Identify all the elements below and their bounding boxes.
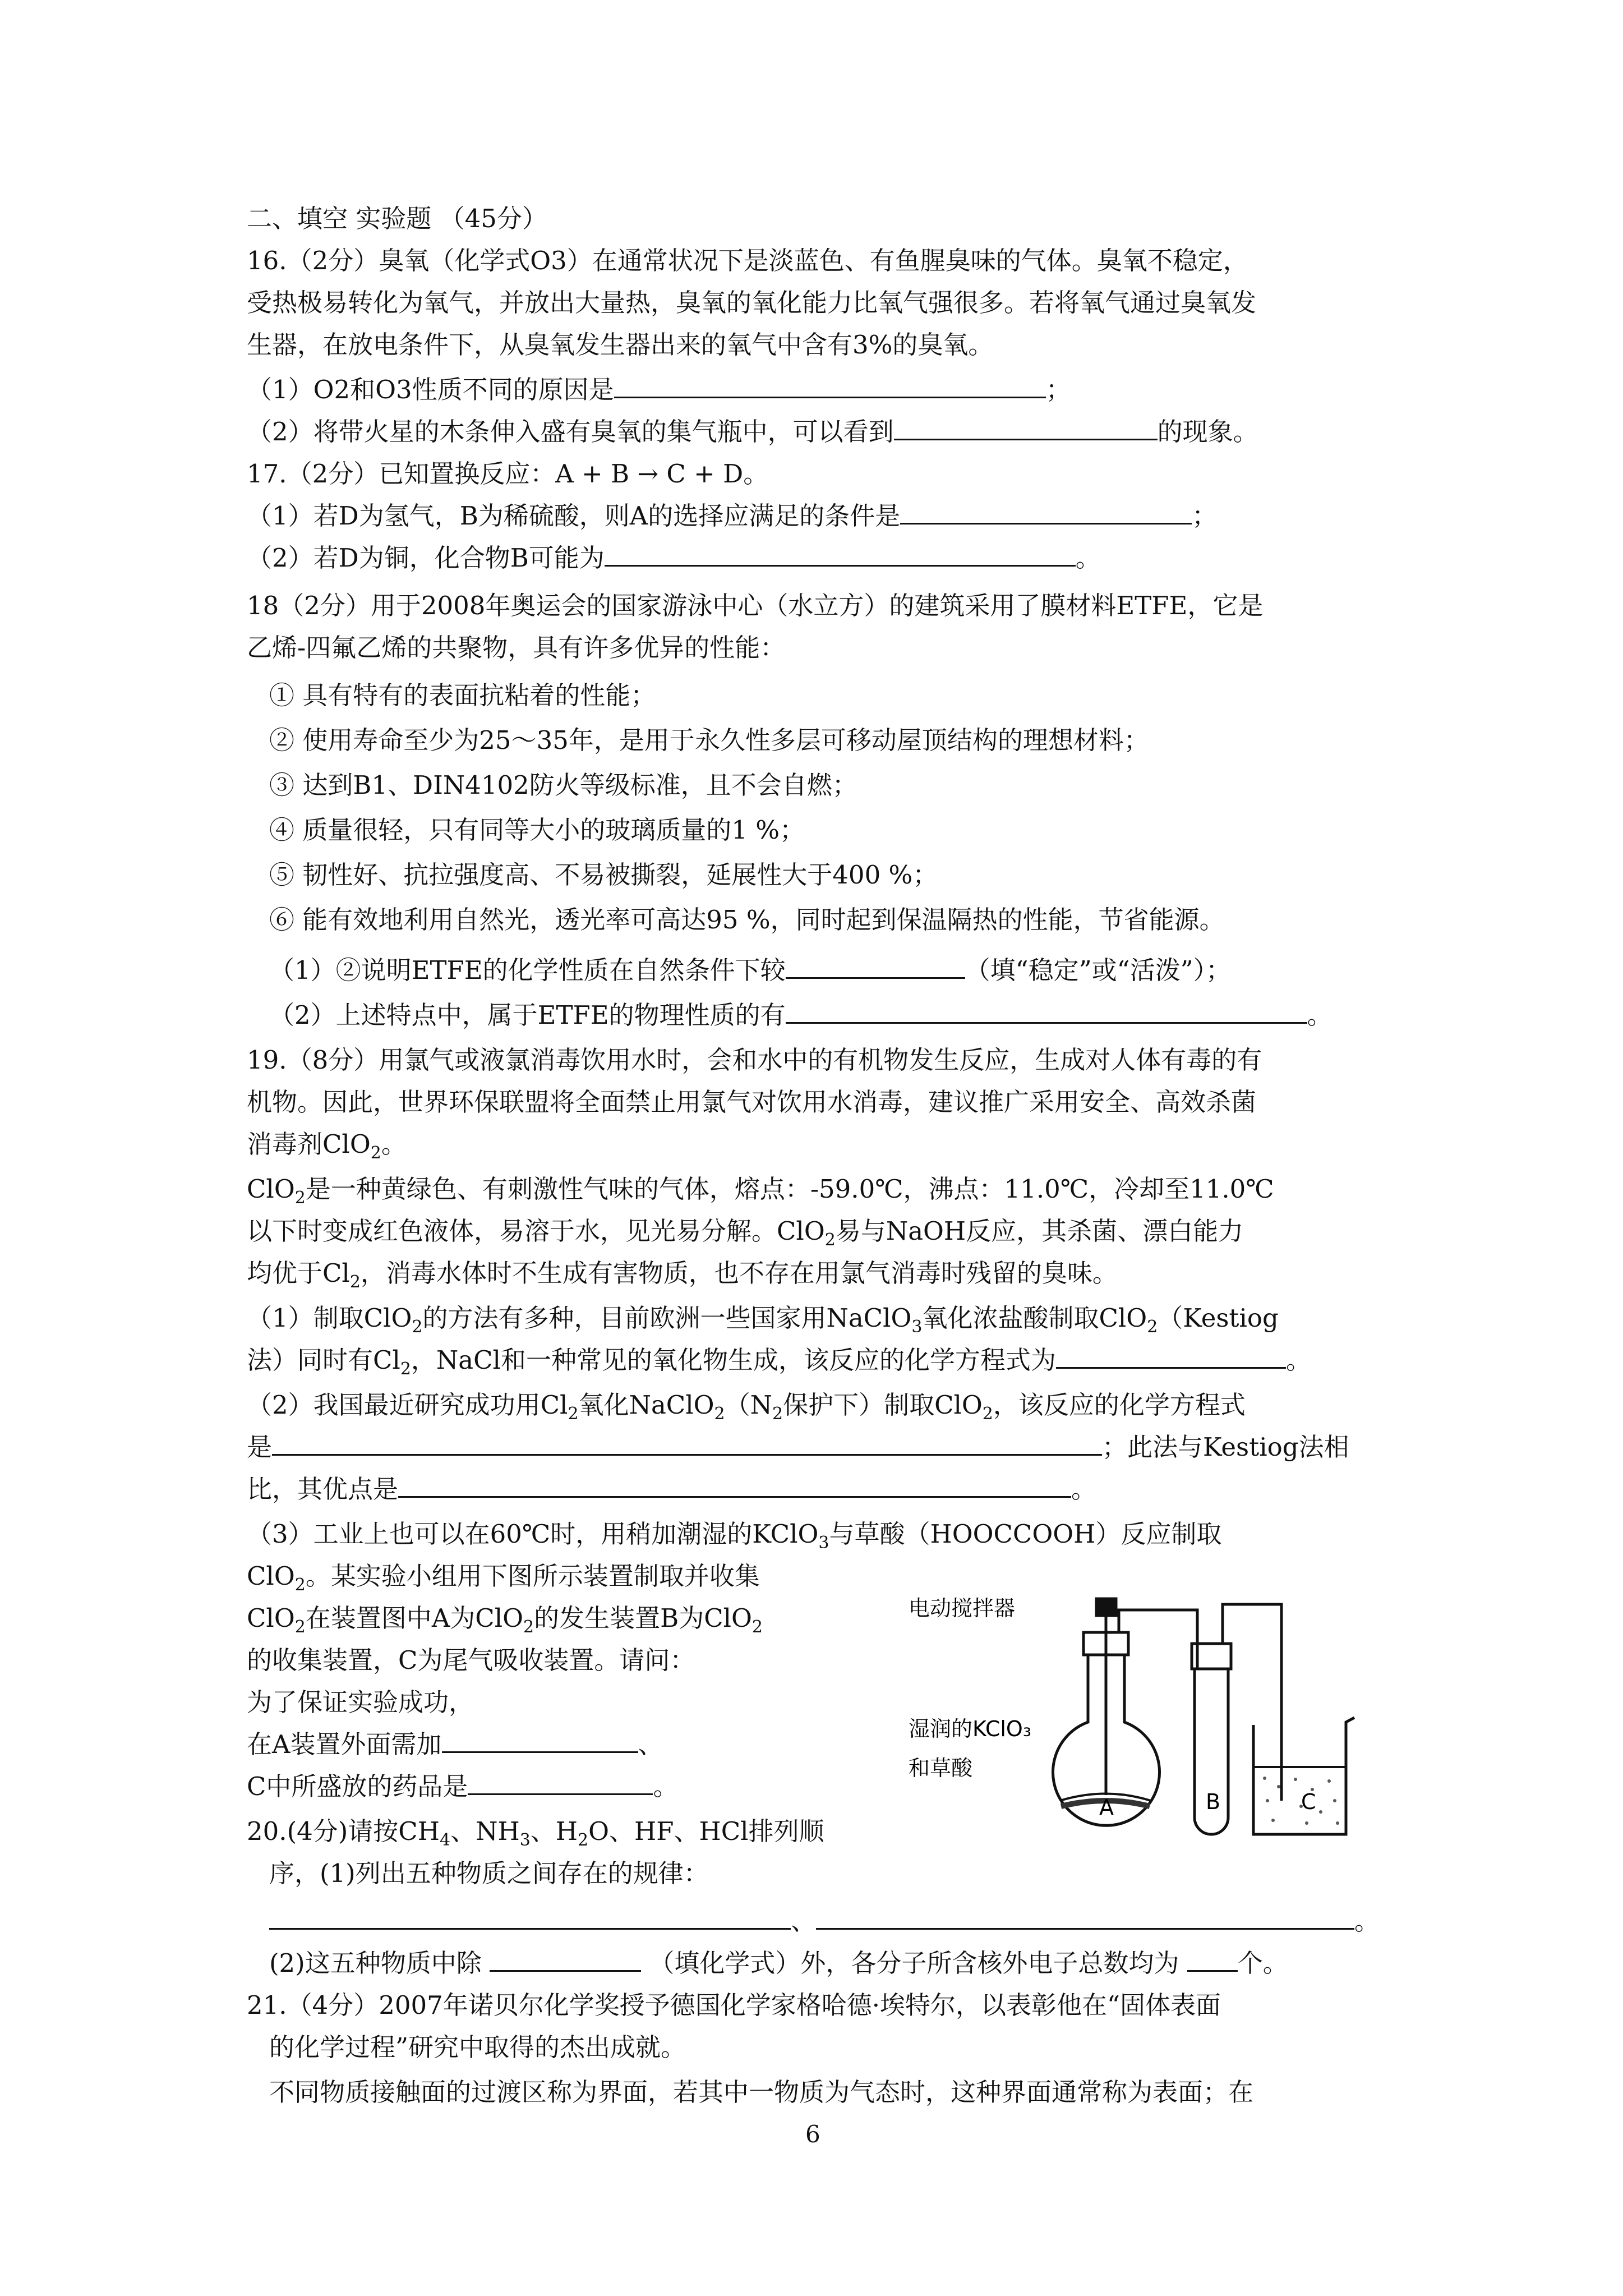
q19-s1-line2: 法）同时有$Cl_2$，NaCl和一种常见的氧化物生成，该反应的化学方程式为 。 bbox=[247, 1343, 1311, 1377]
answer-blank[interactable] bbox=[490, 1947, 641, 1972]
q18-sub2: （2）上述特点中，属于ETFE的物理性质的有 。 bbox=[269, 999, 1332, 1032]
label-stirrer: 电动搅拌器 bbox=[909, 1596, 1016, 1621]
answer-blank[interactable] bbox=[894, 415, 1158, 440]
answer-blank[interactable] bbox=[269, 1904, 791, 1930]
label-reagent: 和草酸 bbox=[909, 1756, 973, 1780]
apparatus-diagram bbox=[909, 1571, 1413, 1840]
answer-blank[interactable] bbox=[786, 999, 1307, 1024]
answer-blank[interactable] bbox=[1056, 1343, 1286, 1369]
q18-item: ① 具有特有的表面抗粘着的性能； bbox=[269, 680, 656, 710]
q20-line3: 、 。 bbox=[269, 1904, 1380, 1938]
section-title: 二、填空 实验题 （45分） bbox=[247, 204, 547, 233]
q16-line1: 16.（2分）臭氧（化学式O3）在通常状况下是淡蓝色、有鱼腥臭味的气体。臭氧不稳定， bbox=[247, 246, 1248, 275]
q16-line3: 生器，在放电条件下，从臭氧发生器出来的氧气中含有3%的臭氧。 bbox=[247, 330, 994, 360]
q16-line2: 受热极易转化为氧气，并放出大量热，臭氧的氧化能力比氧气强很多。若将氧气通过臭氧发 bbox=[247, 288, 1257, 318]
q19-s1-line1: （1）制取ClO$_2$的方法有多种，目前欧洲一些国家用NaClO$_3$氧化浓盐酸制取ClO$_2$（Kestiog bbox=[247, 1303, 1279, 1337]
q19-p2-line3: 均优于$Cl_2$，消毒水体时不生成有害物质，也不存在用氯气消毒时残留的臭味。 bbox=[247, 1258, 1118, 1292]
q19-s3-line1: （3）工业上也可以在60℃时，用稍加潮湿的KClO$_3$与草酸（HOOCCOOH）反应制取 bbox=[247, 1519, 1222, 1553]
label-a: A bbox=[1099, 1795, 1114, 1820]
answer-blank[interactable] bbox=[442, 1728, 638, 1753]
q19-s3-line7: C中所盛放的药品是 。 bbox=[247, 1770, 678, 1803]
label-b: B bbox=[1206, 1789, 1221, 1814]
q19-s3-line2: ClO$_2$。某实验小组用下图所示装置制取并收集 bbox=[247, 1561, 760, 1595]
q17-line1: 17.（2分）已知置换反应：A + B → C + D。 bbox=[247, 459, 769, 489]
q19-line1: 19.（8分）用氯气或液氯消毒饮用水时，会和水中的有机物发生反应，生成对人体有毒的有 bbox=[247, 1045, 1262, 1075]
label-c: C bbox=[1301, 1789, 1316, 1814]
q21-line1: 21.（4分）2007年诺贝尔化学奖授予德国化学家格哈德·埃特尔，以表彰他在“固体表面 bbox=[247, 1990, 1221, 2020]
q17-sub2: （2）若D为铜，化合物B可能为 。 bbox=[247, 541, 1101, 575]
q18-item: ⑥ 能有效地利用自然光，透光率可高达95 %，同时起到保温隔热的性能，节省能源。 bbox=[269, 905, 1225, 935]
q19-s3-line6: 在A装置外面需加 、 bbox=[247, 1728, 663, 1761]
q18-item: ④ 质量很轻，只有同等大小的玻璃质量的1 %； bbox=[269, 815, 805, 845]
q20-line4: (2)这五种物质中除 （填化学式）外，各分子所含核外电子总数均为 个。 bbox=[269, 1947, 1288, 1980]
q16-sub2: （2）将带火星的木条伸入盛有臭氧的集气瓶中，可以看到 的现象。 bbox=[247, 415, 1258, 449]
q19-s3-line3: ClO$_2$在装置图中A为ClO$_2$的发生装置B为ClO$_2$ bbox=[247, 1603, 763, 1637]
q18-sub1: （1）②说明ETFE的化学性质在自然条件下较 （填“稳定”或“活泼”）； bbox=[269, 954, 1231, 987]
q20-line2: 序，(1)列出五种物质之间存在的规律： bbox=[269, 1858, 709, 1888]
stirrer-head bbox=[1096, 1599, 1116, 1616]
q19-line2: 机物。因此，世界环保联盟将全面禁止用氯气对饮用水消毒，建议推广采用安全、高效杀菌 bbox=[247, 1087, 1257, 1117]
q19-s3-line4: 的收集装置，C为尾气吸收装置。请问： bbox=[247, 1645, 695, 1675]
q18-item: ③ 达到B1、DIN4102防火等级标准，且不会自燃； bbox=[269, 770, 857, 800]
q18-item: ⑤ 韧性好、抗拉强度高、不易被撕裂，延展性大于400 %； bbox=[269, 860, 938, 890]
answer-blank[interactable] bbox=[272, 1430, 1102, 1456]
answer-blank[interactable] bbox=[398, 1473, 1071, 1498]
q19-s3-line5: 为了保证实验成功， bbox=[247, 1687, 474, 1717]
q16-sub1: （1）O2和O3性质不同的原因是 ； bbox=[247, 373, 1071, 407]
q19-p2-line2: 以下时变成红色液体，易溶于水，见光易分解。ClO$_2$易与NaOH反应，其杀菌、漂白能力 bbox=[247, 1216, 1244, 1250]
q19-s2-line3: 比，其优点是 。 bbox=[247, 1473, 1096, 1506]
answer-blank[interactable] bbox=[1187, 1947, 1238, 1972]
q18-line2: 乙烯-四氟乙烯的共聚物，具有许多优异的性能： bbox=[247, 633, 786, 662]
label-reagent: 湿润的KClO₃ bbox=[909, 1717, 1032, 1741]
q20-line1: 20.(4分)请按$CH_4$、$NH_3$、$H_2O$、HF、HCl排列顺 bbox=[247, 1816, 824, 1850]
q19-s2-line2: 是 ；此法与Kestiog法相 bbox=[247, 1430, 1349, 1464]
q21-line2: 的化学过程”研究中取得的杰出成就。 bbox=[269, 2032, 686, 2062]
answer-blank[interactable] bbox=[614, 373, 1046, 398]
q21-line3: 不同物质接触面的过渡区称为界面，若其中一物质为气态时，这种界面通常称为表面；在 bbox=[269, 2077, 1254, 2107]
q18-item: ② 使用寿命至少为25～35年，是用于永久性多层可移动屋顶结构的理想材料； bbox=[269, 725, 1149, 755]
page-number: 6 bbox=[805, 2120, 820, 2148]
answer-blank[interactable] bbox=[816, 1904, 1354, 1930]
answer-blank[interactable] bbox=[605, 541, 1076, 567]
answer-blank[interactable] bbox=[900, 499, 1192, 524]
q17-sub1: （1）若D为氢气，B为稀硫酸，则A的选择应满足的条件是 ； bbox=[247, 499, 1217, 533]
q19-line3: 消毒剂ClO$_2$。 bbox=[247, 1129, 407, 1163]
q19-s2-line1: （2）我国最近研究成功用$Cl_2$氧化$NaClO_2(N_2$保护下）制取ClO$_2$，该反应的化学方程式 bbox=[247, 1390, 1246, 1424]
answer-blank[interactable] bbox=[786, 954, 965, 979]
answer-blank[interactable] bbox=[468, 1770, 653, 1795]
beaker-c bbox=[1253, 1718, 1354, 1834]
q19-p2-line1: ClO$_2$是一种黄绿色、有刺激性气味的气体，熔点：-59.0℃，沸点：11.0℃，冷却至11.0℃ bbox=[247, 1174, 1274, 1208]
q18-line1: 18（2分）用于2008年奥运会的国家游泳中心（水立方）的建筑采用了膜材料ETFE，它是 bbox=[247, 591, 1264, 620]
connecting-tube-ab bbox=[1119, 1610, 1197, 1669]
